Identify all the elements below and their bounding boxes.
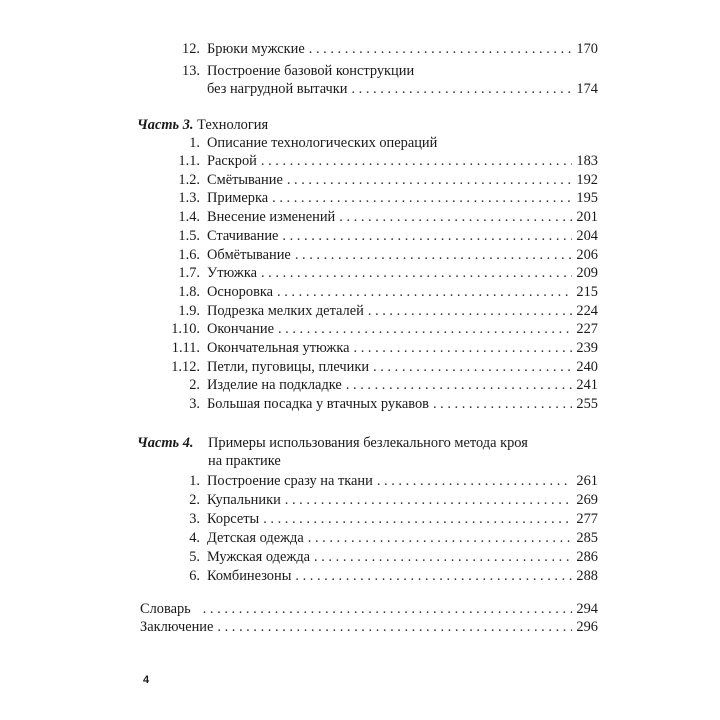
leader-dots [377, 472, 573, 490]
toc-entry [140, 618, 598, 636]
toc-entry-page: 255 [576, 396, 598, 413]
toc-entry-title: Описание технологических операций [207, 135, 438, 151]
leader-dots [282, 227, 572, 245]
leader-dots [261, 264, 572, 282]
toc-entry [140, 264, 598, 282]
toc-entry-title: Подрезка мелких деталей [207, 302, 364, 319]
leader-dots [217, 618, 572, 636]
toc-entry-number: 3. [189, 510, 200, 527]
toc-entry-page: 286 [576, 548, 598, 565]
toc-entry-title: Смётывание [207, 171, 283, 188]
toc-entry-number: 1.6. [178, 246, 200, 263]
toc-entry-page: 204 [576, 227, 598, 244]
toc-entry-page: 241 [576, 377, 598, 394]
toc-entry-title: Комбинезоны [207, 567, 292, 584]
leader-dots [368, 302, 573, 320]
toc-entry-number: 1.7. [178, 265, 200, 282]
toc-entry [140, 189, 598, 207]
leader-dots [354, 339, 573, 357]
toc-entry-title: Раскрой [207, 153, 257, 169]
toc-entry-number: 5. [189, 548, 200, 565]
leader-dots [373, 358, 572, 376]
toc-entry [140, 376, 598, 394]
toc-entry-number: 1.11. [171, 340, 200, 356]
toc-entry [140, 320, 598, 338]
part-title: Технология [197, 117, 269, 133]
toc-entry-title: Окончательная утюжка [207, 340, 350, 356]
part-label: Часть 3. [137, 117, 194, 133]
toc-entry-title: Построение базовой конструкции [207, 63, 415, 79]
toc-entry [140, 208, 598, 226]
toc-entry-title: Построение сразу на ткани [207, 473, 373, 489]
toc-entry-number: 1.2. [178, 171, 200, 188]
leader-dots [351, 80, 572, 98]
leader-dots [285, 491, 573, 509]
toc-entry-number: 13. [182, 63, 200, 79]
toc-entry [140, 246, 598, 264]
toc-entry-page: 209 [576, 265, 598, 282]
toc-entry-title: Большая посадка у втачных рукавов [207, 396, 429, 413]
toc-entry-number: 1. [189, 473, 200, 489]
toc-entry-number: 4. [189, 529, 200, 546]
leader-dots [277, 283, 572, 301]
toc-entry-number: 1.4. [178, 209, 200, 226]
leader-dots [295, 246, 573, 264]
toc-entry [140, 283, 598, 301]
toc-entry-title: Петли, пуговицы, плечики [207, 358, 370, 375]
toc-entry-title: Заключение [140, 619, 214, 635]
toc-entry-page: 183 [576, 153, 598, 169]
toc-entry-page: 296 [576, 619, 598, 635]
toc-entry-page: 261 [576, 473, 598, 489]
toc-entry-number: 1. [189, 135, 200, 151]
leader-dots [308, 529, 573, 547]
page-number: 4 [143, 674, 150, 686]
toc-entry [140, 600, 598, 618]
toc-entry-number: 1.12. [171, 358, 200, 375]
toc-entry-continuation [207, 80, 598, 98]
toc-entry-number: 1.10. [171, 321, 200, 338]
toc-entry-number: 1.1. [178, 153, 200, 169]
leader-dots [278, 320, 572, 338]
leader-dots [261, 152, 573, 170]
leader-dots [295, 567, 572, 585]
toc-entry-title: Примерка [207, 190, 269, 207]
part-heading [137, 116, 268, 134]
toc-entry [140, 358, 598, 376]
toc-entry-title: без нагрудной вытачки [207, 81, 348, 97]
toc-entry [140, 171, 598, 189]
leader-dots [433, 395, 572, 413]
toc-entry-page: 285 [576, 529, 598, 546]
toc-entry [140, 529, 598, 547]
toc-entry-page: 174 [576, 81, 598, 97]
toc-entry-number: 1.8. [178, 283, 200, 300]
leader-dots [339, 208, 572, 226]
toc-entry-page: 269 [576, 491, 598, 508]
toc-entry [140, 339, 598, 357]
leader-dots [309, 40, 573, 58]
leader-dots [203, 600, 573, 618]
toc-entry [140, 302, 598, 320]
toc-entry-page: 224 [576, 302, 598, 319]
part-title: Примеры использования безлекального метода кроя [208, 435, 528, 451]
toc-entry-number: 3. [189, 396, 200, 413]
toc-entry-title: Купальники [207, 491, 281, 508]
toc-entry-title: Детская одежда [207, 529, 304, 546]
leader-dots [314, 548, 572, 566]
toc-entry-page: 206 [576, 246, 598, 263]
toc-entry [140, 395, 598, 413]
toc-entry-title: Окончание [207, 321, 274, 338]
toc-entry-title: Утюжка [207, 265, 257, 282]
toc-entry [140, 134, 598, 152]
leader-dots [272, 189, 572, 207]
toc-entry-number: 1.3. [178, 190, 200, 207]
toc-entry-title: Осноровка [207, 283, 274, 300]
toc-entry [140, 40, 598, 58]
toc-entry-number: 2. [189, 491, 200, 508]
toc-entry-page: 239 [576, 340, 598, 356]
toc-entry-title: Словарь [140, 601, 191, 617]
toc-entry-number: 1.5. [178, 227, 200, 244]
toc-entry [140, 62, 598, 80]
toc-entry-title: Изделие на подкладке [207, 377, 342, 394]
toc-entry [140, 227, 598, 245]
toc-entry-page: 192 [576, 171, 598, 188]
toc-entry-title: Брюки мужские [207, 41, 305, 57]
toc-entry-title: Корсеты [207, 510, 260, 527]
toc-entry-page: 215 [576, 283, 598, 300]
toc-entry-title: Обмётывание [207, 246, 291, 263]
toc-entry-number: 12. [182, 41, 200, 57]
toc-entry-number: 2. [189, 377, 200, 394]
toc-entry-page: 195 [576, 190, 598, 207]
toc-entry-page: 170 [576, 41, 598, 57]
toc-entry [140, 548, 598, 566]
toc-entry-page: 201 [576, 209, 598, 226]
toc-entry [140, 491, 598, 509]
toc-entry-page: 227 [576, 321, 598, 338]
part-label: Часть 4. [137, 435, 194, 451]
toc-entry [140, 152, 598, 170]
toc-entry-number: 6. [189, 567, 200, 584]
toc-entry-title: Мужская одежда [207, 548, 311, 565]
leader-dots [287, 171, 573, 189]
toc-entry-page: 288 [576, 567, 598, 584]
part-heading [137, 434, 194, 452]
toc-entry-page: 277 [576, 510, 598, 527]
toc-entry-page: 294 [576, 601, 598, 617]
toc-entry-title: Внесение изменений [207, 209, 336, 226]
leader-dots [263, 510, 572, 528]
toc-entry-title: Стачивание [207, 227, 279, 244]
part-title-continuation: на практике [208, 453, 281, 469]
toc-entry-page: 240 [576, 358, 598, 375]
toc-entry [140, 472, 598, 490]
toc-entry [140, 567, 598, 585]
toc-entry-number: 1.9. [178, 302, 200, 319]
toc-entry [140, 510, 598, 528]
leader-dots [346, 376, 573, 394]
